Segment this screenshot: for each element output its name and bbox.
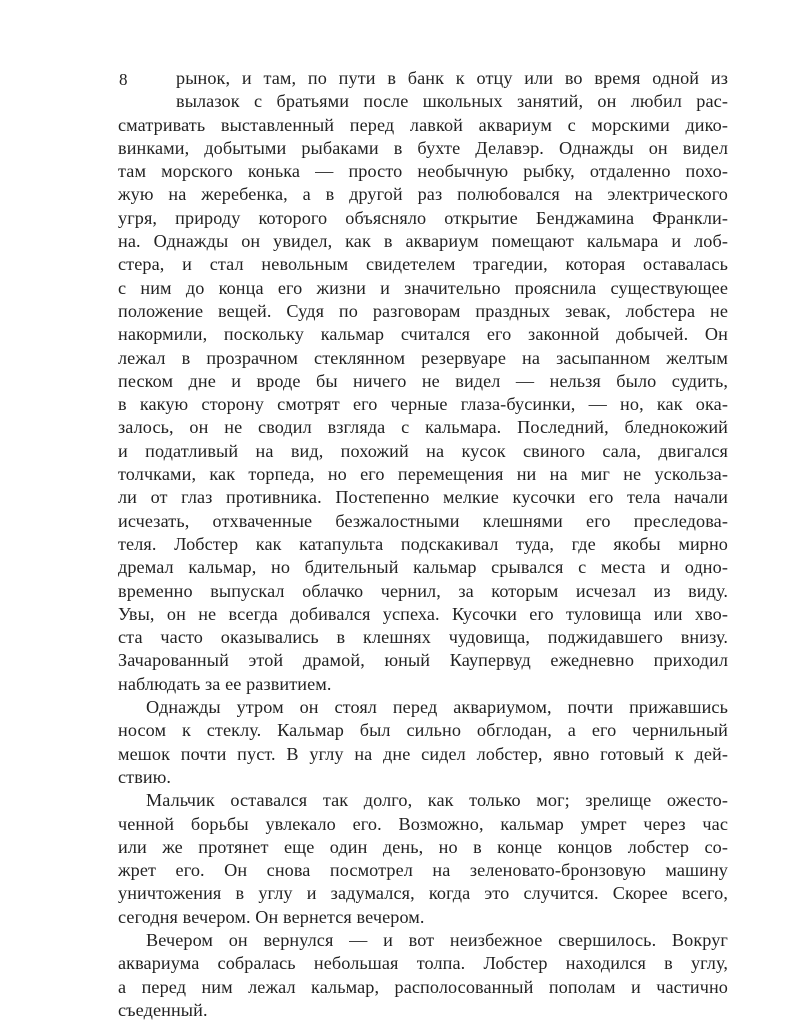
text-line: теля. Лобстер как катапульта подскакивал туда, где якобы мирно — [118, 533, 728, 554]
text-line: на. Однажды он увидел, как в аквариум помещают кальмара и лоб- — [118, 231, 728, 252]
text-line: стера, и стал невольным свидетелем трагедии, которая оставалась — [118, 254, 728, 275]
text-line: дремал кальмар, но бдительный кальмар срывался с места и одно- — [118, 557, 728, 578]
text-line: там морского конька — просто необычную рыбку, отдаленно похо- — [118, 161, 728, 182]
text-line: наблюдать за ее развитием. — [118, 673, 332, 694]
text-line: угря, природу которого объясняло открытие Бенджамина Франкли- — [118, 207, 728, 228]
text-line: сегодня вечером. Он вернется вечером. — [118, 906, 425, 927]
text-line: исчезать, отхваченные безжалостными клешнями его преследова- — [118, 510, 728, 531]
text-line: мешок почти пуст. В углу на дне сидел лобстер, явно готовый к дей- — [118, 743, 728, 764]
text-line: положение вещей. Судя по разговорам праздных зевак, лобстера не — [118, 300, 728, 321]
text-line: аквариума собралась небольшая толпа. Лобстер находился в углу, — [118, 953, 728, 974]
text-line: носом к стеклу. Кальмар был сильно обглодан, а его чернильный — [118, 720, 728, 741]
text-line: винками, добытыми рыбаками в бухте Делавэр. Однажды он видел — [118, 137, 728, 158]
text-line: ли от глаз противника. Постепенно мелкие кусочки его тела начали — [118, 487, 728, 508]
text-line: съеденный. — [118, 999, 208, 1020]
text-line: с ним до конца его жизни и значительно прояснила существующее — [118, 277, 728, 298]
text-line: сматривать выставленный перед лавкой аквариум с морскими дико- — [118, 114, 728, 135]
text-line: Однажды утром он стоял перед аквариумом, почти прижавшись — [146, 697, 728, 718]
text-line: рынок, и там, по пути в банк к отцу или во время одной из — [176, 68, 728, 88]
text-line: уничтожения в углу и задумался, когда это случится. Скорее всего, — [118, 883, 728, 904]
text-line: а перед ним лежал кальмар, располосованный пополам и частично — [118, 976, 728, 997]
text-line: в какую сторону смотрят его черные глаза-бусинки, — но, как ока- — [118, 394, 728, 415]
text-line: песком дне и вроде бы ничего не видел — нельзя было судить, — [118, 370, 728, 391]
text-line: ствию. — [118, 766, 172, 787]
text-line: Вечером он вернулся — и вот неизбежное свершилось. Вокруг — [146, 929, 728, 950]
text-line: лежал в прозрачном стеклянном резервуаре на засыпанном желтым — [118, 347, 728, 368]
body-text — [118, 67, 728, 1022]
text-line: Зачарованный этой драмой, юный Каупервуд ежедневно приходил — [118, 650, 728, 671]
text-line: вылазок с братьями после школьных занятий, он любил рас- — [176, 91, 728, 112]
text-line: ченной борьбы увлекало его. Возможно, кальмар умрет через час — [118, 813, 728, 834]
page-number: 8 — [119, 70, 128, 89]
text-line: Увы, он не всегда добивался успеха. Кусочки его туловища или хво- — [118, 603, 728, 624]
text-line: жую на жеребенка, а в другой раз полюбовался на электрического — [118, 184, 728, 205]
text-line: временно выпускал облачко чернил, за которым исчезал из виду. — [118, 580, 728, 601]
text-line: жрет его. Он снова посмотрел на зеленовато-бронзовую машину — [118, 860, 728, 881]
text-line: накормили, поскольку кальмар считался его законной добычей. Он — [118, 324, 728, 345]
text-line: толчками, как торпеда, но его перемещения ни на миг не ускольза- — [118, 464, 728, 485]
text-line: или же протянет еще один день, но в конце концов лобстер со- — [118, 836, 728, 857]
text-line: Мальчик оставался так долго, как только мог; зрелище ожесто- — [146, 790, 728, 811]
text-line: и податливый на вид, похожий на кусок свиного сала, двигался — [118, 440, 728, 461]
text-line: залось, он не сводил взгляда с кальмара. Последний, бледнокожий — [118, 417, 728, 438]
text-line: ста часто оказывались в клешнях чудовища, поджидавшего внизу. — [118, 627, 728, 648]
